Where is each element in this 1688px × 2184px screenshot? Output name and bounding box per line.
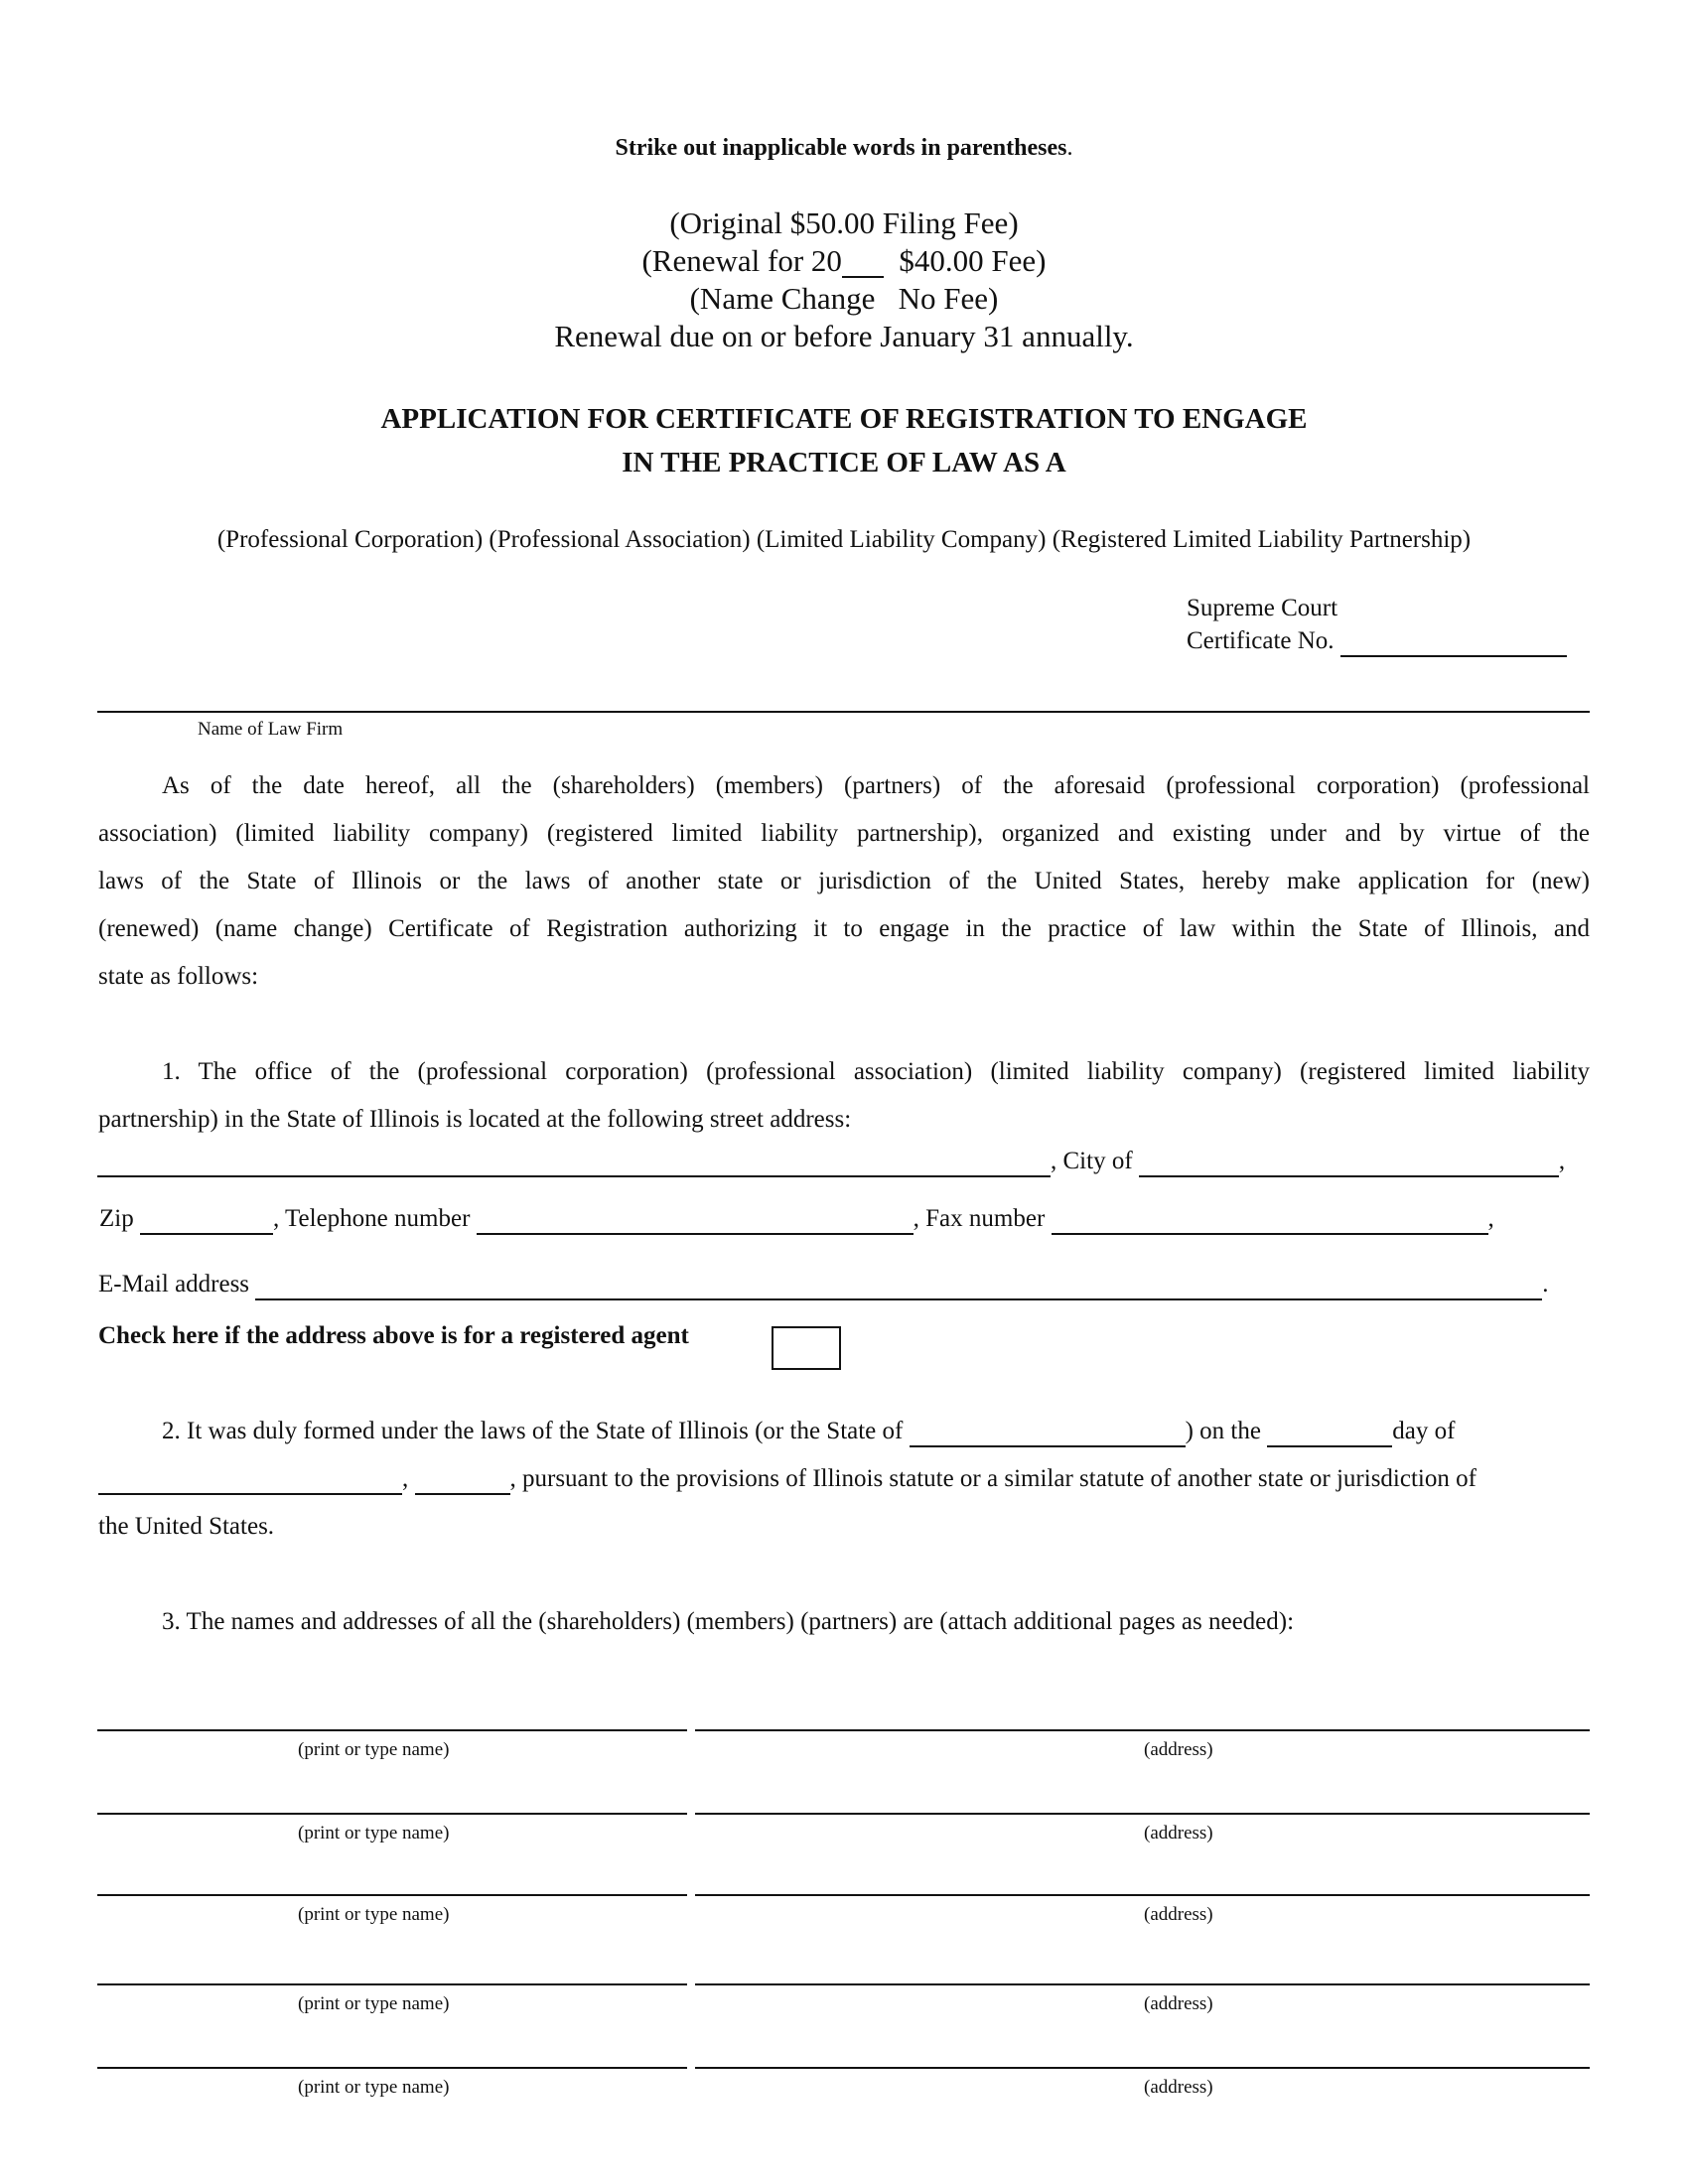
section2-line2: , , pursuant to the provisions of Illinois statute or a similar statute of another state or jurisdiction of bbox=[98, 1465, 1477, 1495]
name-caption: (print or type name) bbox=[298, 1739, 450, 1760]
member-address-input[interactable] bbox=[695, 2041, 1590, 2069]
page-title: APPLICATION FOR CERTIFICATE OF REGISTRATION TO ENGAGE IN THE PRACTICE OF LAW AS A bbox=[380, 403, 1308, 478]
address-caption: (address) bbox=[1144, 1993, 1213, 2014]
address-caption: (address) bbox=[1144, 1739, 1213, 1760]
section1-text: 1. The office of the (professional corporation) (professional association) (limited liability company) (registered limited liability partnership) in the State of Illinois is located at the following street address: bbox=[98, 1058, 1590, 1133]
renewal-due-text: Renewal due on or before January 31 annually. bbox=[554, 319, 1134, 353]
name-caption: (print or type name) bbox=[298, 1823, 450, 1843]
instruction-text: Strike out inapplicable words in parentheses. bbox=[615, 135, 1073, 161]
email-input[interactable] bbox=[255, 1273, 1542, 1300]
fax-input[interactable] bbox=[1052, 1207, 1488, 1235]
street-address-row: , City of , bbox=[97, 1148, 1565, 1177]
certificate-block bbox=[1187, 592, 1567, 657]
registered-agent-checkbox[interactable] bbox=[772, 1326, 841, 1370]
agent-check-label: Check here if the address above is for a registered agent bbox=[98, 1322, 689, 1349]
address-caption: (address) bbox=[1144, 1823, 1213, 1843]
intro-paragraph: As of the date hereof, all the (shareholders) (members) (partners) of the aforesaid (professional corporation) (professional association) (limited liability company) (registered limited liability partnership), organized and existing under and by virtue of the laws of the State of Illinois or the laws of another state or jurisdiction of the United States, hereby make application for (new) (renewed) (name change) Certificate of Registration authorizing it to engage in the practice of law within the State of Illinois, and state as follows: bbox=[98, 772, 1590, 990]
member-address-input[interactable] bbox=[695, 1868, 1590, 1896]
email-row: E-Mail address . bbox=[98, 1271, 1549, 1300]
address-caption: (address) bbox=[1144, 2077, 1213, 2098]
law-firm-caption: Name of Law Firm bbox=[198, 719, 344, 740]
city-input[interactable] bbox=[1139, 1150, 1559, 1177]
zip-input[interactable] bbox=[140, 1207, 273, 1235]
address-caption: (address) bbox=[1144, 1904, 1213, 1925]
member-name-input[interactable] bbox=[97, 1704, 687, 1731]
section3-text: 3. The names and addresses of all the (shareholders) (members) (partners) are (attach additional pages as needed): bbox=[162, 1608, 1295, 1635]
formation-year-input[interactable] bbox=[415, 1467, 510, 1495]
name-caption: (print or type name) bbox=[298, 2077, 450, 2098]
certificate-label-court: Supreme Court bbox=[1187, 595, 1338, 621]
law-firm-name-input[interactable] bbox=[97, 685, 1590, 713]
fee-block bbox=[0, 205, 1688, 355]
member-address-input[interactable] bbox=[695, 1958, 1590, 1985]
fee-renewal: (Renewal for 20 $40.00 Fee) bbox=[641, 243, 1047, 278]
name-caption: (print or type name) bbox=[298, 1993, 450, 2014]
telephone-input[interactable] bbox=[477, 1207, 914, 1235]
entity-types: (Professional Corporation) (Professional Association) (Limited Liability Company) (Registered Limited Liability Partnership) bbox=[216, 526, 1472, 553]
certificate-number-input[interactable] bbox=[1340, 629, 1567, 657]
renewal-year-input[interactable] bbox=[842, 250, 884, 278]
member-name-input[interactable] bbox=[97, 2041, 687, 2069]
member-address-input[interactable] bbox=[695, 1704, 1590, 1731]
formation-state-input[interactable] bbox=[910, 1420, 1186, 1447]
name-caption: (print or type name) bbox=[298, 1904, 450, 1925]
section2-line1: 2. It was duly formed under the laws of the State of Illinois (or the State of ) on the day of bbox=[98, 1418, 1590, 1447]
fee-name-change: (Name Change No Fee) bbox=[689, 281, 999, 316]
member-name-input[interactable] bbox=[97, 1868, 687, 1896]
contact-row: Zip , Telephone number , Fax number , bbox=[99, 1205, 1494, 1235]
street-address-input[interactable] bbox=[97, 1150, 1051, 1177]
formation-day-input[interactable] bbox=[1267, 1420, 1392, 1447]
member-address-input[interactable] bbox=[695, 1787, 1590, 1815]
member-name-input[interactable] bbox=[97, 1958, 687, 1985]
formation-month-input[interactable] bbox=[98, 1467, 402, 1495]
section2-line3: the United States. bbox=[98, 1513, 275, 1540]
member-name-input[interactable] bbox=[97, 1787, 687, 1815]
fee-original: (Original $50.00 Filing Fee) bbox=[669, 205, 1019, 240]
certificate-label-no: Certificate No. bbox=[1187, 627, 1335, 654]
